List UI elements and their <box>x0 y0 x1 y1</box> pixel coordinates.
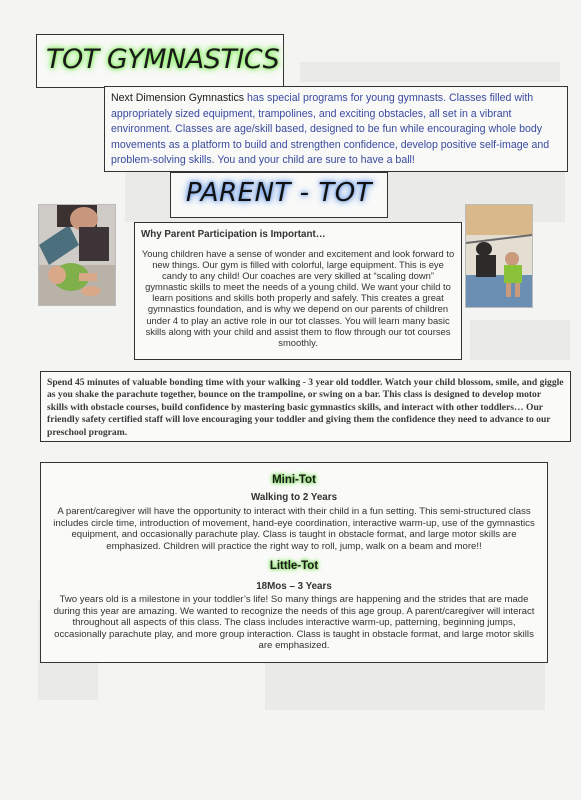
photo-illustration <box>39 205 115 305</box>
scan-bleed-through <box>300 62 560 82</box>
class-description-mini-tot: A parent/caregiver will have the opportunity to interact with their child in a fun setting. This semi-structured class includes circle time, introduction of movement, hand-eye coordination, interactive warm-up, use of the gymnastics equipment, and occasionally parachute play. Class is taught in obstacle format, and large motor skills are emphasized. Children will practice the right way to roll, jump, walk on a beam and more!! <box>53 506 535 552</box>
toddler-panel <box>40 371 571 442</box>
class-age-little-tot: 18Mos – 3 Years <box>256 581 332 592</box>
page-title: TOT GYMNASTICS <box>46 44 280 75</box>
class-name-little-tot: Little-Tot <box>269 560 319 572</box>
brand-name: Next Dimension Gymnastics <box>111 92 245 104</box>
scan-bleed-through <box>470 320 570 360</box>
intro-panel <box>104 86 568 172</box>
class-name-mini-tot: Mini-Tot <box>272 474 316 486</box>
parent-child-photo-left <box>38 204 116 306</box>
why-parent-text: Young children have a sense of wonder and excitement and look forward to new things. Our gym is filled with colorful, large equipment. This is eye candy to any child! Our coaches are very skilled at “scaling down” gymnastic skills to meet the needs of a young child. We want your child to learn positions and skills both properly and safely. This creates a great gymnastics foundation, and is why we depend on our parents of children under 4 to play an active role in our tot classes. You will learn many basic skills along with your child and assist them to flow through our tot courses smoothly. <box>141 248 455 348</box>
parent-tot-heading: PARENT - TOT <box>185 178 373 208</box>
toddler-text: Spend 45 minutes of valuable bonding time with your walking - 3 year old toddler. Watch your child blossom, smile, and giggle as you shake the parachute together, bounce on the trampoline, or swing on a bar. This class is designed to develop motor skills with obstacle courses, build confidence by mastering basic gymnastics skills, and interact with other toddlers… Our friendly safety certified staff will love encouraging your toddler and giving them the confidence they need to advance to our preschool program. <box>47 377 564 438</box>
class-age-mini-tot: Walking to 2 Years <box>250 492 338 503</box>
parent-child-photo-right <box>465 204 533 308</box>
class-description-little-tot: Two years old is a milestone in your toddler’s life! So many things are happening and the strides that are made during this year are amazing. We wanted to recognize the needs of this age group. A parent/caregiver will interact throughout all aspects of this class. The class includes interactive warm-up, patterning, beginning jumps, occasionally parachute play, and more group interaction. Class is taught in obstacle format, and large motor skills are emphasized. <box>53 594 535 652</box>
intro-text: has special programs for young gymnasts. Classes filled with appropriately sized equipment, trampolines, and exciting obstacles, all set in a vibrant environment. Classes are age/skill based, designed to be fun while encouraging whole body movements as a platform to build and strengthen confidence, develop positive self-image and problem-solving skills. You and your child are sure to have a ball! <box>111 92 550 167</box>
why-parent-heading: Why Parent Participation is Important… <box>141 229 326 240</box>
photo-illustration <box>466 205 532 307</box>
why-parent-panel <box>134 222 462 360</box>
